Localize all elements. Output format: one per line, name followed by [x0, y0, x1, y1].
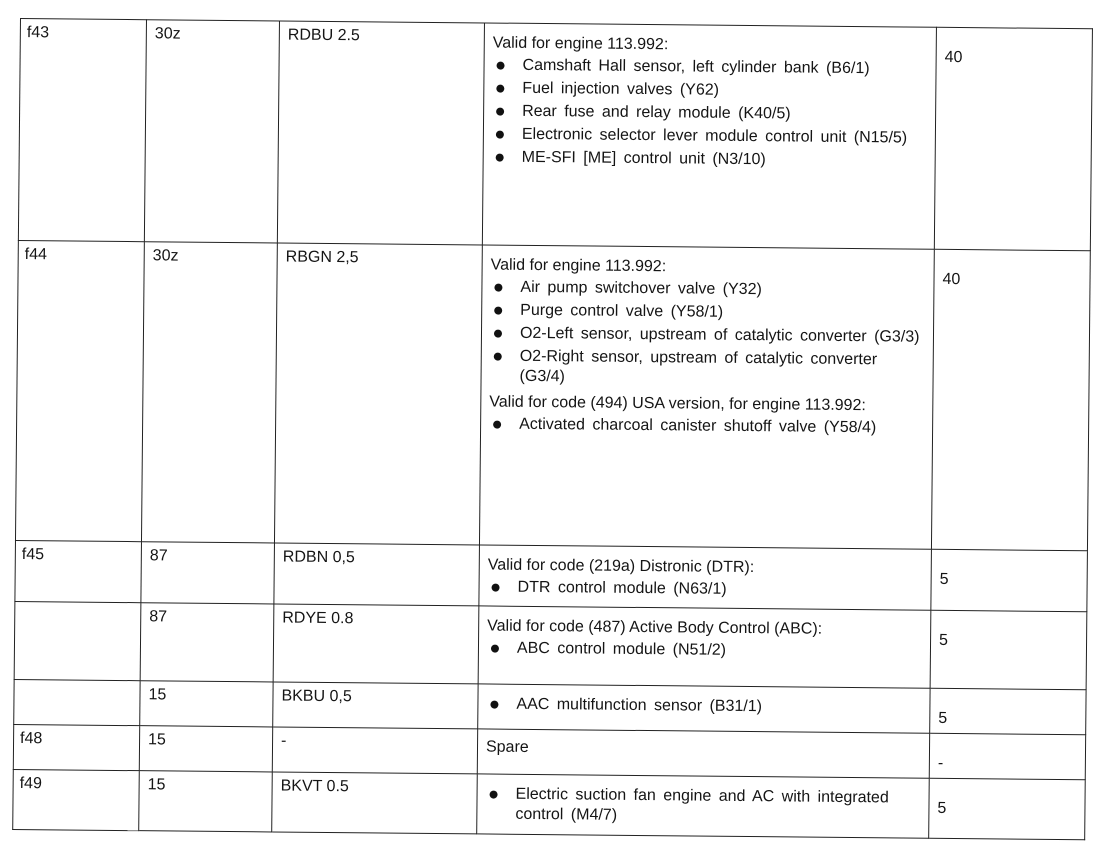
consumer-list: [486, 695, 923, 719]
consumer-item: [490, 278, 927, 302]
terminal: 15: [147, 731, 166, 749]
spare-label: Spare: [485, 738, 529, 756]
terminal-cell: [141, 542, 275, 604]
terminal: 15: [148, 686, 167, 704]
wire-color-cell: [272, 772, 478, 834]
wire-color: -: [280, 732, 287, 750]
consumer-cell: [477, 774, 930, 838]
bullet-icon: [497, 62, 505, 70]
wire-color-cell: [277, 21, 484, 245]
fuse-row: [13, 769, 1086, 839]
fuse-rating-cell: [929, 778, 1086, 839]
terminal-cell: [139, 726, 272, 772]
bullet-icon: [496, 108, 504, 116]
terminal: 30z: [152, 247, 179, 265]
consumer-cell: [477, 729, 929, 778]
consumer-item: [489, 415, 926, 439]
bullet-icon: [490, 701, 498, 709]
fuse-number-cell: [13, 769, 140, 830]
bullet-icon: [494, 330, 502, 338]
wire-color-cell: [273, 604, 479, 684]
fuse-number-cell: [14, 679, 140, 725]
wire-color-cell: [273, 682, 478, 729]
consumer-cell: [479, 245, 934, 549]
consumer-text: Fuel injection valves (Y62): [522, 79, 720, 99]
bullet-icon: [491, 645, 499, 653]
consumer-text: O2-Right sensor, upstream of catalytic converter (G3/4): [519, 347, 878, 386]
bullet-icon: [496, 85, 504, 93]
wire-color: RDBU 2.5: [287, 26, 360, 45]
fuse-number: f48: [20, 730, 43, 748]
validity-note: Valid for engine 113.992:: [492, 34, 669, 54]
consumer-text: Purge control valve (Y58/1): [520, 301, 724, 321]
consumer-item: [487, 578, 924, 602]
fuse-row: [18, 19, 1092, 251]
fuse-number: [21, 606, 134, 607]
wire-color-cell: [274, 243, 482, 545]
wire-color: RDBN 0,5: [282, 548, 355, 567]
consumer-list: [485, 785, 922, 829]
consumer-list: [489, 278, 927, 391]
wire-color: BKBU 0,5: [281, 687, 352, 706]
consumer-text: DTR control module (N63/1): [517, 578, 727, 598]
fuse-rating: 5: [937, 799, 947, 817]
validity-note: Valid for code (219a) Distronic (DTR):: [487, 556, 755, 577]
fuse-rating-cell: [931, 549, 1088, 611]
bullet-icon: [496, 154, 504, 162]
fuse-number: f44: [24, 246, 48, 264]
consumer-list: [489, 415, 926, 439]
bullet-icon: [490, 791, 498, 799]
fuse-rating-cell: [934, 27, 1092, 250]
consumer-cell: [478, 684, 930, 733]
fuse-row: [14, 601, 1087, 689]
terminal: 87: [149, 547, 168, 565]
consumer-text: Camshaft Hall sensor, left cylinder bank (B6/1): [522, 56, 870, 78]
fuse-rating: 5: [939, 570, 949, 588]
consumer-list: [487, 639, 924, 663]
fuse-rating: 5: [938, 709, 948, 727]
fuse-rating: 40: [942, 270, 961, 289]
consumer-item: [492, 125, 929, 149]
fuse-row: [15, 240, 1090, 550]
fuse-number: [21, 684, 134, 685]
fuse-row: [15, 540, 1088, 611]
wire-color: RDYE 0.8: [282, 609, 354, 628]
bullet-icon: [493, 421, 501, 429]
consumer-list: [487, 578, 924, 602]
bullet-icon: [494, 353, 502, 361]
consumer-cell: [479, 545, 932, 610]
fuse-rating-cell: [931, 249, 1090, 550]
consumer-item: [492, 56, 929, 80]
fuse-number-cell: [13, 724, 139, 770]
fuse-number-cell: [18, 19, 146, 242]
bullet-icon: [494, 284, 502, 292]
fuse-rating-cell: [929, 733, 1085, 779]
wire-color: BKVT 0.5: [280, 777, 349, 796]
fuse-rating: -: [937, 754, 944, 772]
bullet-icon: [494, 307, 502, 315]
consumer-text: ABC control module (N51/2): [516, 639, 727, 659]
validity-note: Valid for engine 113.992:: [490, 256, 667, 276]
fuse-rating-cell: [930, 688, 1086, 734]
terminal-cell: [140, 681, 273, 727]
wire-color-cell: [272, 727, 477, 774]
wire-color: RBGN 2,5: [285, 248, 359, 267]
consumer-item: [490, 301, 927, 325]
terminal: 87: [149, 608, 168, 626]
consumer-cell: [478, 606, 931, 688]
fuse-number-cell: [15, 240, 144, 541]
terminal: 30z: [154, 25, 181, 43]
fuse-number: f43: [26, 24, 50, 42]
fuse-allocation-table: [12, 18, 1093, 840]
wire-color-cell: [274, 543, 480, 606]
fuse-rating: 5: [938, 631, 949, 649]
consumer-text: O2-Left sensor, upstream of catalytic converter (G3/3): [519, 324, 920, 346]
consumer-text: Air pump switchover valve (Y32): [520, 278, 762, 299]
terminal-cell: [139, 771, 273, 832]
consumer-item: [486, 695, 923, 719]
consumer-list: [492, 56, 930, 172]
consumer-text: Rear fuse and relay module (K40/5): [522, 102, 791, 123]
consumer-item: [490, 324, 927, 348]
consumer-text: Activated charcoal canister shutoff valve (Y58/4): [519, 415, 877, 437]
consumer-item: [492, 148, 929, 172]
terminal: 15: [147, 776, 166, 794]
consumer-text: ME-SFI [ME] control unit (N3/10): [521, 148, 766, 169]
consumer-item: [492, 102, 929, 126]
fuse-number: f49: [19, 775, 42, 793]
terminal-cell: [141, 242, 277, 543]
consumer-text: Electronic selector lever module control unit (N15/5): [521, 125, 908, 147]
validity-note: Valid for code (494) USA version, for engine 113.992:: [489, 393, 866, 415]
fuse-table-body: [13, 19, 1093, 840]
consumer-cell: [482, 23, 936, 249]
bullet-icon: [496, 131, 504, 139]
consumer-item: [492, 79, 929, 103]
validity-note: Valid for code (487) Active Body Control (ABC):: [487, 617, 823, 638]
consumer-item: [485, 785, 922, 829]
consumer-text: AAC multifunction sensor (B31/1): [516, 695, 763, 716]
terminal-cell: [140, 603, 274, 682]
terminal-cell: [144, 20, 279, 243]
fuse-rating-cell: [930, 610, 1087, 689]
fuse-number-cell: [14, 601, 141, 680]
consumer-item: [489, 347, 926, 391]
fuse-rating: 40: [944, 48, 963, 67]
consumer-item: [487, 639, 924, 663]
fuse-number-cell: [15, 540, 142, 602]
fuse-number: f45: [21, 546, 45, 564]
bullet-icon: [492, 584, 500, 592]
consumer-text: Electric suction fan engine and AC with integrated control (M4/7): [515, 785, 889, 824]
